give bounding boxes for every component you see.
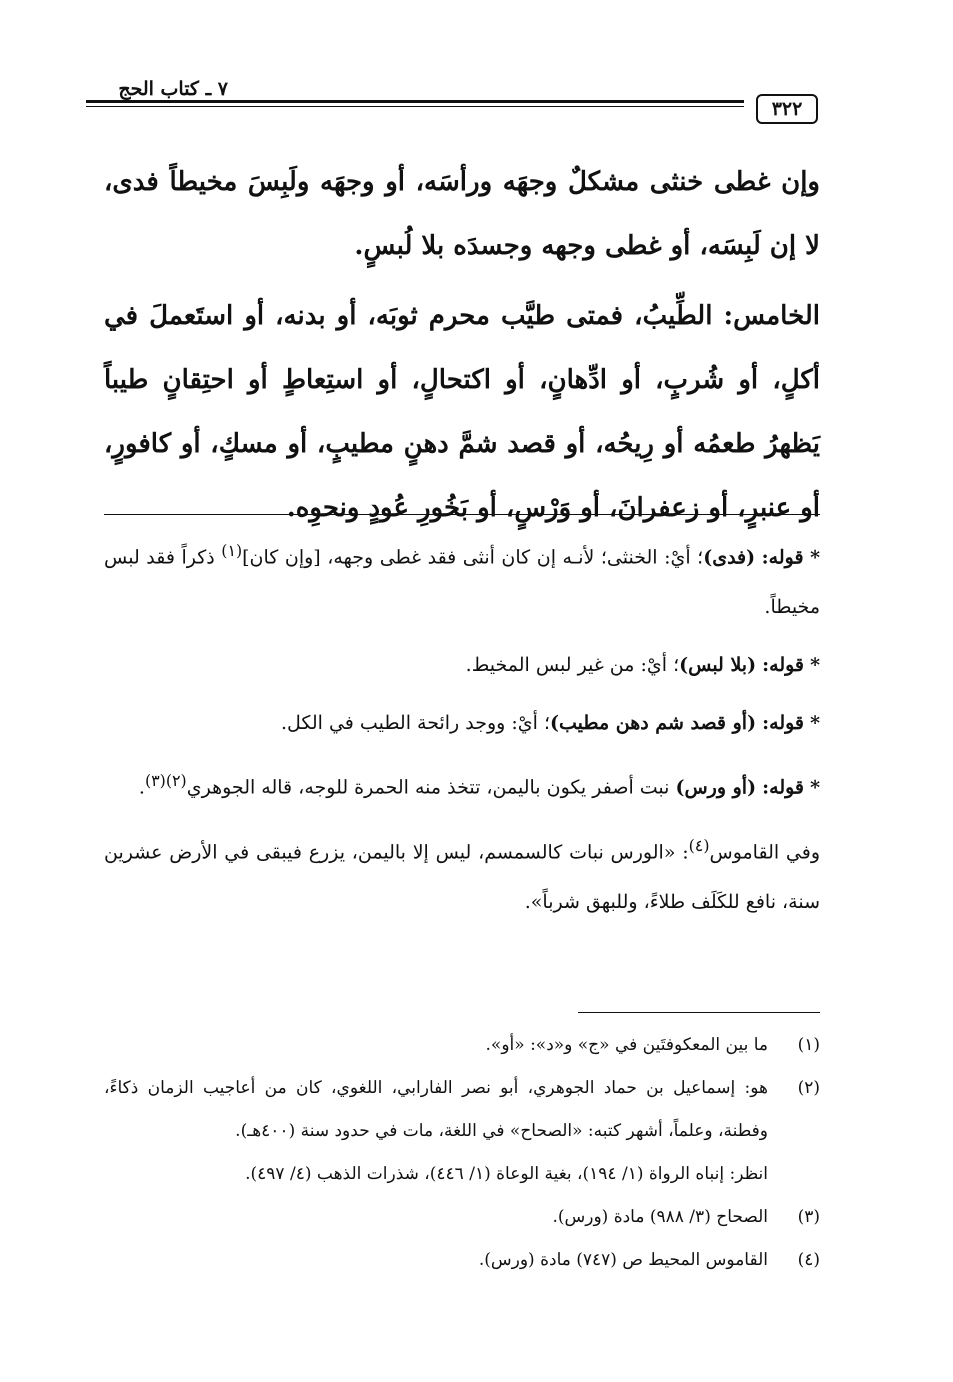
- footnote-number: (٢): [797, 1078, 820, 1098]
- page-number: ٣٢٢: [756, 94, 818, 124]
- page-header: [86, 70, 818, 122]
- qawluh-label: قوله:: [762, 654, 805, 677]
- commentary-text: وفي القاموس: [709, 840, 821, 863]
- commentary-item-4: [104, 756, 820, 812]
- quoted-phrase: (بلا لبس): [679, 654, 757, 677]
- footnote-reference: (٤): [688, 835, 710, 855]
- qawluh-label: قوله:: [761, 546, 804, 569]
- quoted-phrase: (أو قصد شم دهن مطيب): [549, 712, 757, 735]
- star-marker: *: [810, 546, 821, 569]
- qawluh-label: قوله:: [762, 712, 805, 735]
- qawluh-label: قوله:: [762, 776, 805, 799]
- commentary-text: ؛ أيْ: الخنثى؛ لأنـه إن كان أنثى فقد غطى وجهه، [وإن كان]: [242, 546, 704, 569]
- footnote-3: [104, 1196, 820, 1239]
- footnote-divider: [578, 1012, 820, 1013]
- footnote-reference: (٢)(٣): [144, 771, 187, 791]
- commentary-text: نبت أصفر يكون باليمن، تتخذ منه الحمرة للوجه، قاله الجوهري: [186, 776, 676, 799]
- header-double-rule: [86, 100, 744, 107]
- quoted-phrase: (فدى): [703, 546, 756, 569]
- footnote-number: (١): [797, 1035, 820, 1055]
- footnote-4: [104, 1239, 820, 1282]
- main-text: [104, 150, 820, 540]
- footnote-line: الصحاح (٣/ ٩٨٨) مادة (ورس).: [552, 1207, 768, 1227]
- commentary-text: ذكراً فقد لبس مخيطاً.: [104, 546, 820, 619]
- star-marker: *: [810, 712, 820, 735]
- footnote-line: هو: إسماعيل بن حماد الجوهري، أبو نصر الفارابي، اللغوي، كان من أعاجيب الزمان ذكاءً، وفطنة، وعلماً، أشهر كتبه: «الصحاح» في اللغة، مات في حدود سنة (٤٠٠هـ).: [104, 1078, 768, 1141]
- footnote-line: القاموس المحيط ص (٧٤٧) مادة (ورس).: [478, 1250, 768, 1270]
- footnote-number: (٣): [797, 1207, 820, 1227]
- quoted-phrase: (أو ورس): [675, 776, 757, 799]
- footnote-line: ما بين المعكوفتَين في «ج» و«د»: «أو».: [485, 1035, 768, 1055]
- footnote-body: [104, 1067, 768, 1196]
- main-text-paragraph-1: وإن غطى خنثى مشكلٌ وجهَه ورأسَه، أو وجهَه ولَبِسَ مخيطاً فدى، لا إن لَبِسَه، أو غطى وجهه وجسدَه بلا لُبسٍ.: [104, 167, 820, 261]
- footnote-number: (٤): [797, 1250, 820, 1270]
- star-marker: *: [810, 776, 820, 799]
- commentary-text: ؛ أيْ: من غير لبس المخيط.: [465, 654, 680, 677]
- running-title: ٧ ـ كتاب الحج: [118, 78, 228, 100]
- main-text-divider: [104, 514, 820, 515]
- main-text-paragraph-2: الخامس: الطِّيبُ، فمتى طيَّب محرم ثوبَه، أو بدنه، أو استَعملَ في أكلٍ، أو شُربٍ، أو ادِّهانٍ، أو اكتحالٍ، أو استِعاطٍ أو احتِقانٍ طيباً يَظهرُ طعمُه أو رِيحُه، أو قصد شمَّ دهنٍ مطيبٍ، أو مسكٍ، أو كافورٍ، أو عنبرٍ، أو زعفرانَ، أو وَرْسٍ، أو بَخُورِ عُودٍ ونحوِه.: [104, 301, 820, 523]
- commentary-item-1: [104, 526, 820, 632]
- footnote-1: [104, 1024, 820, 1067]
- footnote-line: انظر: إنباه الرواة (١/ ١٩٤)، بغية الوعاة (١/ ٤٤٦)، شذرات الذهب (٤/ ٤٩٧).: [245, 1164, 768, 1184]
- footnote-2: [104, 1067, 820, 1196]
- footnote-body: [104, 1239, 768, 1282]
- commentary: [104, 526, 820, 935]
- commentary-text: .: [138, 776, 145, 799]
- commentary-text: : «الورس نبات كالسمسم، ليس إلا باليمن، يزرع فيبقى في الأرض عشرين سنة، نافع للكَلَف طلاءً، وللبهق شرباً».: [104, 840, 820, 913]
- footnote-reference: (١): [221, 541, 243, 560]
- footnote-body: [104, 1196, 768, 1239]
- footnotes: [104, 1024, 820, 1282]
- commentary-item-5: [104, 821, 820, 927]
- star-marker: *: [810, 654, 820, 677]
- footnote-body: [104, 1024, 768, 1067]
- commentary-text: ؛ أيْ: ووجد رائحة الطيب في الكل.: [280, 712, 550, 735]
- commentary-item-2: [104, 640, 820, 690]
- commentary-item-3: [104, 698, 820, 748]
